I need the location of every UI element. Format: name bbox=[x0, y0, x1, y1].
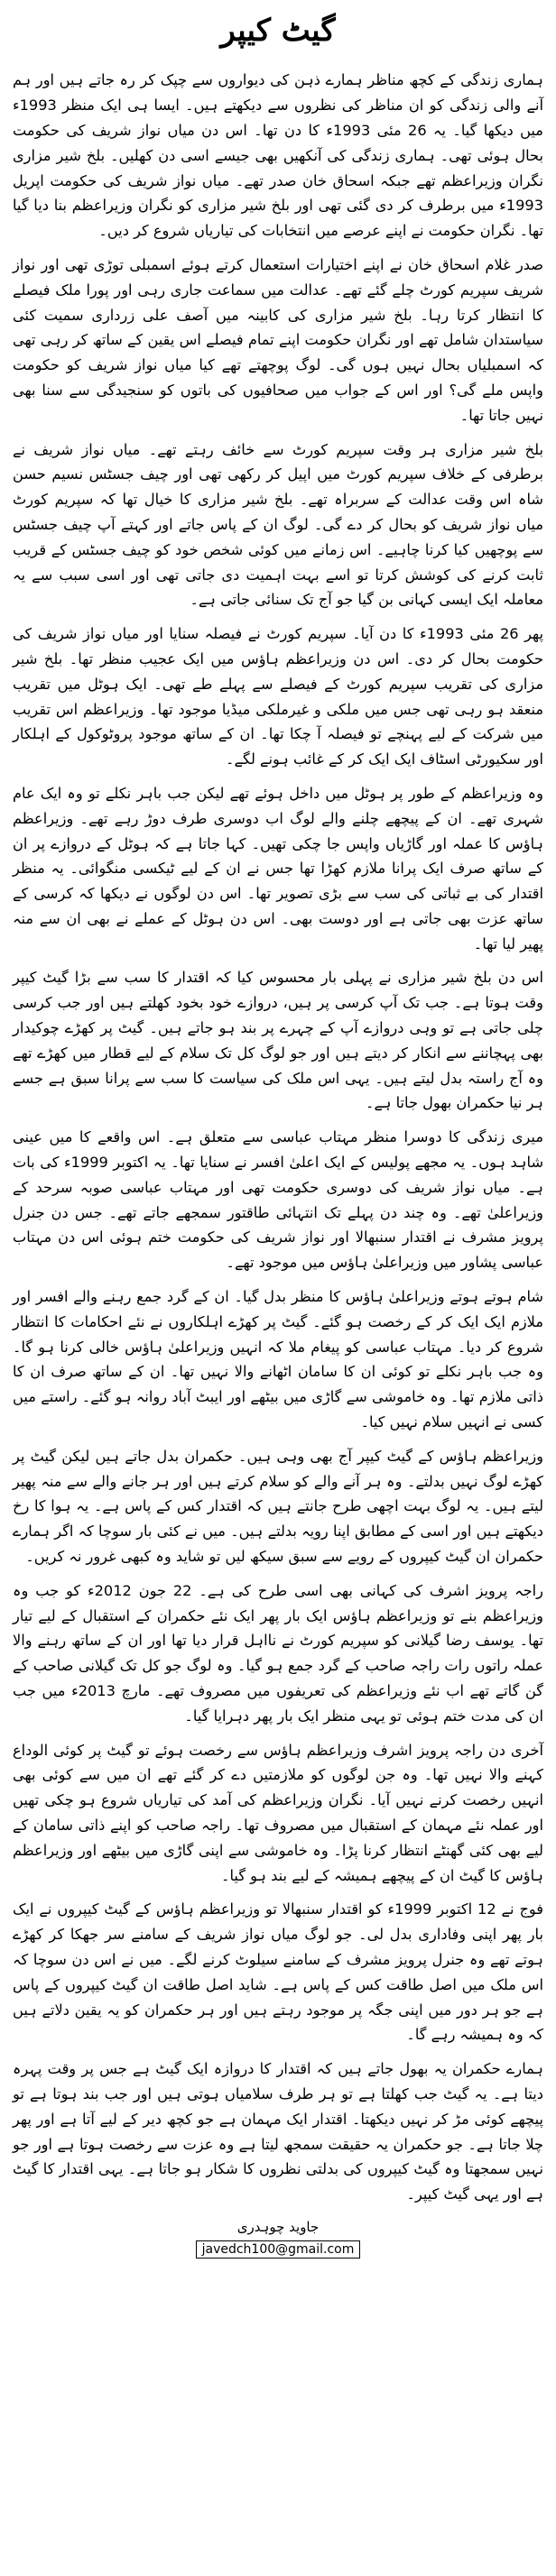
article-paragraph: اس دن بلخ شیر مزاری نے پہلی بار محسوس کیا کہ اقتدار کا سب سے بڑا گیٹ کیپر وقت ہوتا ہے۔ جب تک آپ کرسی پر ہیں، دروازے خود بخود کھلتے ہیں اور جب کرسی چلی جاتی ہے تو وہی دروازے آپ کے چہرے پر بند ہو جاتے ہیں۔ گیٹ پر کھڑے چوکیدار بھی پہچاننے سے انکار کر دیتے ہیں اور جو لوگ کل تک سلام کے لیے قطار میں کھڑے تھے وہ آج راستہ بدل لیتے ہیں۔ یہی اس ملک کی سیاست کا سب سے پرانا سبق ہے جسے ہر نیا حکمران بھول جاتا ہے۔ bbox=[13, 969, 543, 1112]
article-paragraph: پھر 26 مئی 1993ء کا دن آیا۔ سپریم کورٹ نے فیصلہ سنایا اور میاں نواز شریف کی حکومت بحال کر دی۔ اس دن وزیراعظم ہاؤس میں ایک عجیب منظر تھا۔ بلخ شیر مزاری کی تقریب سپریم کورٹ کے فیصلے سے پہلے طے تھی۔ ایک ہوٹل میں تقریب منعقد ہو رہی تھی جس میں ملکی و غیرملکی میڈیا موجود تھا۔ وزیراعظم اس تقریب میں شرکت کے لیے پہنچے تو فیصلہ آ چکا تھا۔ ان کے ساتھ موجود پروٹوکول کے اہلکار اور سکیورٹی اسٹاف ایک ایک کر کے غائب ہونے لگے۔ bbox=[13, 625, 543, 768]
article-paragraph: آخری دن راجہ پرویز اشرف وزیراعظم ہاؤس سے رخصت ہوئے تو گیٹ پر کوئی الوداع کہنے والا نہیں تھا۔ وہ جن لوگوں کو ملازمتیں دے کر گئے تھے ان میں سے کوئی بھی انہیں رخصت کرنے نہیں آیا۔ نگران وزیراعظم کی آمد کی تیاریاں شروع ہو چکی تھیں اور عملہ نئے مہمان کے استقبال میں مصروف تھا۔ راجہ صاحب کو اپنے ذاتی سامان کے لیے بھی کئی گھنٹے انتظار کرنا پڑا۔ وہ خاموشی سے اپنی گاڑی میں بیٹھے اور وزیراعظم ہاؤس کا گیٹ ان کے پیچھے ہمیشہ کے لیے بند ہو گیا۔ bbox=[13, 1741, 543, 1884]
article-paragraph: فوج نے 12 اکتوبر 1999ء کو اقتدار سنبھالا تو وزیراعظم ہاؤس کے گیٹ کیپروں نے ایک بار پھر اپنی وفاداری بدل لی۔ جو لوگ میاں نواز شریف کے سامنے سر جھکا کر کھڑے ہوتے تھے وہ جنرل پرویز مشرف کے سامنے سیلوٹ کرنے لگے۔ میں نے اس دن سوچا کہ اس ملک میں اصل طاقت کس کے پاس ہے۔ شاید اصل طاقت ان گیٹ کیپروں کے پاس ہے جو ہر دور میں اپنی جگہ پر موجود رہتے ہیں اور ہر حکمران کو یہ یقین دلاتے ہیں کہ وہ ہمیشہ رہے گا۔ bbox=[13, 1900, 543, 2044]
article-paragraph: شام ہوتے ہوتے وزیراعلیٰ ہاؤس کا منظر بدل گیا۔ ان کے گرد جمع رہنے والے افسر اور ملازم ایک ایک کر کے رخصت ہو گئے۔ گیٹ پر کھڑے اہلکاروں نے نئے احکامات کا انتظار شروع کر دیا۔ مہتاب عباسی کو پیغام ملا کہ انہیں وزیراعلیٰ ہاؤس خالی کرنا ہو گا۔ وہ جب باہر نکلے تو کوئی ان کا سامان اٹھانے والا نہیں تھا۔ ان کے ساتھ صرف ان کا ذاتی ملازم تھا۔ وہ خاموشی سے گاڑی میں بیٹھے اور ایبٹ آباد روانہ ہو گئے۔ راستے میں کسی نے انہیں سلام نہیں کیا۔ bbox=[13, 1288, 543, 1431]
article-paragraph: ہمارے حکمران یہ بھول جاتے ہیں کہ اقتدار کا دروازہ ایک گیٹ ہے جس پر وقت پہرہ دیتا ہے۔ یہ گیٹ جب کھلتا ہے تو ہر طرف سلامیاں ہوتی ہیں اور جب بند ہوتا ہے تو پیچھے کوئی مڑ کر نہیں دیکھتا۔ اقتدار ایک مہمان ہے جو کچھ دیر کے لیے آتا ہے اور پھر چلا جاتا ہے۔ جو حکمران یہ حقیقت سمجھ لیتا ہے وہ عزت سے رخصت ہوتا ہے اور جو نہیں سمجھتا وہ گیٹ کیپروں کی بدلتی نظروں کا شکار ہو جاتا ہے۔ یہی اقتدار کا گیٹ ہے اور یہی گیٹ کیپر۔ bbox=[13, 2060, 543, 2203]
article-paragraph: وزیراعظم ہاؤس کے گیٹ کیپر آج بھی وہی ہیں۔ حکمران بدل جاتے ہیں لیکن گیٹ پر کھڑے لوگ نہیں بدلتے۔ وہ ہر آنے والے کو سلام کرتے ہیں اور ہر جانے والے سے منہ پھیر لیتے ہیں۔ یہ لوگ بہت اچھی طرح جانتے ہیں کہ اقتدار کس کے پاس ہے۔ یہ ہوا کا رخ دیکھتے ہیں اور اسی کے مطابق اپنا رویہ بدلتے ہیں۔ میں نے کئی بار سوچا کہ اگر ہمارے حکمران ان گیٹ کیپروں کے رویے سے سبق سیکھ لیں تو شاید وہ کبھی غرور نہ کریں۔ bbox=[13, 1447, 543, 1566]
article-paragraph: بلخ شیر مزاری ہر وقت سپریم کورٹ سے خائف رہتے تھے۔ میاں نواز شریف نے برطرفی کے خلاف سپریم کورٹ میں اپیل کر رکھی تھی اور چیف جسٹس نسیم حسن شاہ اس وقت عدالت کے سربراہ تھے۔ بلخ شیر مزاری کا خیال تھا کہ سپریم کورٹ میاں نواز شریف کو بحال کر دے گی۔ لوگ ان کے پاس جاتے اور کہتے آپ چیف جسٹس سے پوچھیں کیا کرنا چاہیے۔ اس زمانے میں کوئی شخص خود کو چیف جسٹس کے قریب ثابت کرنے کی کوشش کرتا تو اسے بہت اہمیت دی جاتی تھی اور اسی سبب سے یہ معاملہ ایک ایسی کہانی بن گیا جو آج تک سنائی جاتی ہے۔ bbox=[13, 440, 543, 609]
article-body bbox=[13, 68, 543, 2207]
article-title: گیٹ کیپر bbox=[220, 13, 336, 49]
article-paragraph: راجہ پرویز اشرف کی کہانی بھی اسی طرح کی ہے۔ 22 جون 2012ء کو جب وہ وزیراعظم بنے تو وزیراعظم ہاؤس ایک بار پھر ایک نئے حکمران کے استقبال کے لیے تیار تھا۔ یوسف رضا گیلانی کو سپریم کورٹ نے نااہل قرار دیا تھا اور ان کے ساتھ رہنے والا عملہ راتوں رات راجہ صاحب کے گرد جمع ہو گیا۔ وہ لوگ جو کل تک گیلانی صاحب کے گن گاتے تھے اب نئے وزیراعظم کی تعریفوں میں مصروف تھے۔ مارچ 2013ء میں جب ان کی مدت ختم ہوئی تو یہی منظر ایک بار پھر دہرایا گیا۔ bbox=[13, 1581, 544, 1725]
article-paragraph: ہماری زندگی کے کچھ مناظر ہمارے ذہن کی دیواروں سے چپک کر رہ جاتے ہیں اور ہم آنے والی زندگی کو ان مناظر کی نظروں سے دیکھتے ہیں۔ ایسا ہی ایک منظر 1993ء میں دیکھا گیا۔ یہ 26 مئی 1993ء کا دن تھا۔ اس دن میاں نواز شریف کی حکومت بحال ہوئی تھی۔ ہماری زندگی کی آنکھیں بھی جیسے اسی دن کھلیں۔ بلخ شیر مزاری نگران وزیراعظم تھے جبکہ اسحاق خان صدر تھے۔ میاں نواز شریف کی حکومت اپریل 1993ء میں برطرف کر دی گئی تھی اور بلخ شیر مزاری کو نگران وزیراعظم بنا دیا گیا تھا۔ نگران حکومت نے اپنے عرصے میں انتخابات کی تیاریاں شروع کر دیں۔ bbox=[13, 71, 543, 240]
author-name: جاوید چوہدری bbox=[236, 2218, 320, 2235]
article-paragraph: میری زندگی کا دوسرا منظر مہتاب عباسی سے متعلق ہے۔ اس واقعے کا میں عینی شاہد ہوں۔ یہ مجھے پولیس کے ایک اعلیٰ افسر نے سنایا تھا۔ یہ اکتوبر 1999ء کی بات ہے۔ میاں نواز شریف کی دوسری حکومت تھی اور مہتاب عباسی صوبہ سرحد کے وزیراعلیٰ تھے۔ وہ چند دن پہلے تک انتہائی طاقتور سمجھے جاتے تھے۔ جس دن جنرل پرویز مشرف نے اقتدار سنبھالا اور نواز شریف کی حکومت ختم ہوئی اس دن مہتاب عباسی پشاور میں وزیراعلیٰ ہاؤس میں موجود تھے۔ bbox=[13, 1128, 544, 1272]
article-paragraph: وہ وزیراعظم کے طور پر ہوٹل میں داخل ہوئے تھے لیکن جب باہر نکلے تو وہ ایک عام شہری تھے۔ ان کے پیچھے چلنے والے لوگ اب دوسری طرف دوڑ رہے تھے۔ وزیراعظم ہاؤس کا عملہ اور گاڑیاں واپس جا چکی تھیں۔ کہا جاتا ہے کہ ہوٹل کے دروازے پر ان کے ساتھ صرف ایک پرانا ملازم کھڑا تھا جس نے ان کے لیے ٹیکسی منگوائی۔ یہ منظر اقتدار کی بے ثباتی کی سب سے بڑی تصویر تھا۔ اس دن لوگوں نے دیکھا کہ کرسی کے ساتھ عزت بھی جاتی ہے اور دوست بھی۔ اس دن ہوٹل کے عملے نے بھی ان سے منہ پھیر لیا تھا۔ bbox=[13, 784, 543, 952]
byline bbox=[13, 2216, 543, 2259]
author-email[interactable]: javedch100@gmail.com bbox=[196, 2240, 361, 2259]
article-paragraph: صدر غلام اسحاق خان نے اپنے اختیارات استعمال کرتے ہوئے اسمبلی توڑی تھی اور نواز شریف سپریم کورٹ چلے گئے تھے۔ عدالت میں سماعت جاری رہی اور پورا ملک فیصلے کا انتظار کرتا رہا۔ بلخ شیر مزاری کی کابینہ میں آصف علی زرداری سمیت کئی سیاستدان شامل تھے اور نگران حکومت اپنے تمام فیصلے اس یقین کے ساتھ کر رہی تھی کہ اسمبلیاں بحال نہیں ہوں گی۔ لوگ پوچھتے تھے کیا میاں نواز شریف کو حکومت واپس ملے گی؟ اور اس کے جواب میں صحافیوں کی باتوں کو سنجیدگی سے سنا بھی نہیں جاتا تھا۔ bbox=[13, 255, 543, 424]
